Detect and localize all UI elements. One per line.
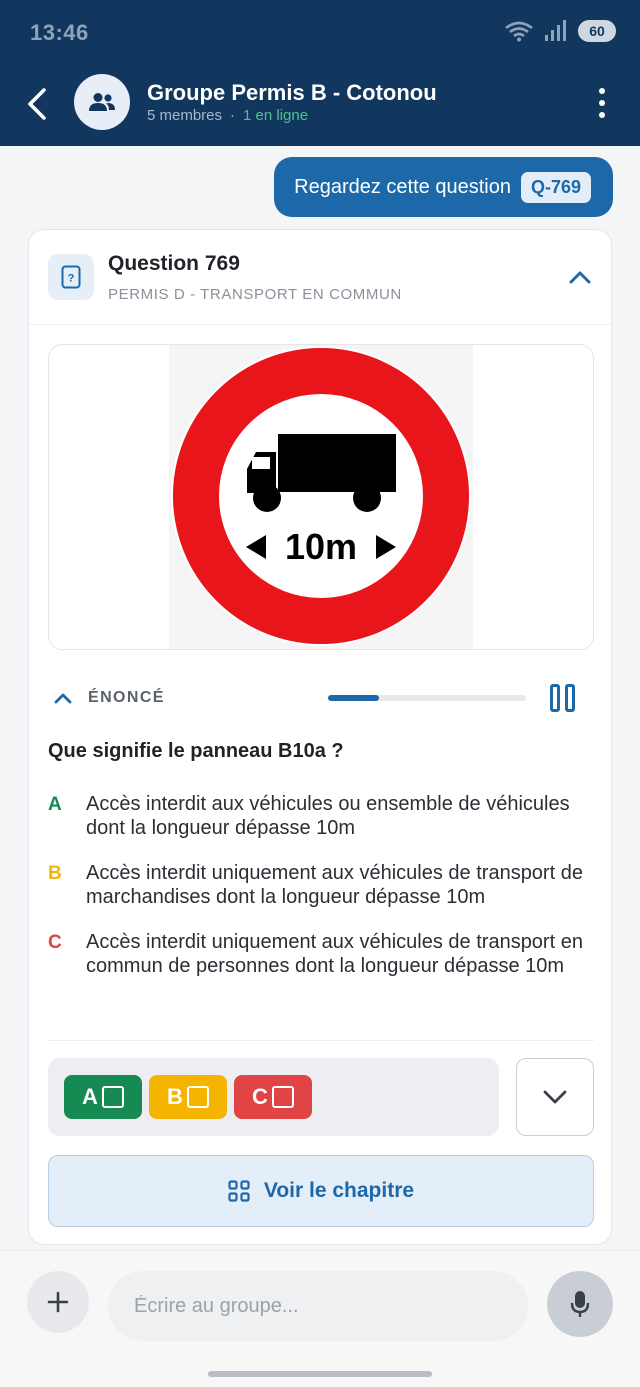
audio-progress-fill bbox=[328, 695, 379, 701]
status-time: 13:46 bbox=[30, 20, 89, 45]
sign-length-label: 10m bbox=[284, 526, 358, 567]
road-sign-b10a bbox=[49, 345, 594, 650]
plus-icon bbox=[47, 1291, 69, 1313]
question-id-badge[interactable]: Q-769 bbox=[521, 172, 591, 203]
online-count: 1 en ligne bbox=[243, 107, 309, 124]
checkbox-icon bbox=[187, 1086, 209, 1108]
back-button[interactable] bbox=[20, 84, 54, 124]
signal-icon bbox=[544, 20, 568, 42]
home-indicator[interactable] bbox=[208, 1371, 432, 1377]
answer-text: Accès interdit uniquement aux véhicules de transport de marchandises dont la longueur dépasse 10m bbox=[86, 862, 583, 908]
answer-choices bbox=[48, 1058, 499, 1136]
answer-option-c bbox=[48, 931, 594, 978]
answer-letter: B bbox=[48, 863, 62, 884]
group-avatar[interactable] bbox=[74, 74, 130, 130]
chevron-down-icon bbox=[542, 1089, 568, 1105]
choice-label: C bbox=[252, 1084, 268, 1109]
question-title: Question 769 bbox=[108, 252, 240, 275]
back-arrow-icon bbox=[25, 87, 49, 121]
member-count: 5 membres bbox=[147, 107, 223, 124]
question-text: Que signifie le panneau B10a ? bbox=[48, 740, 344, 762]
choice-b-button[interactable] bbox=[149, 1075, 227, 1119]
grid-icon bbox=[228, 1180, 250, 1202]
answer-text: Accès interdit aux véhicules ou ensemble de véhicules dont la longueur dépasse 10m bbox=[86, 793, 570, 839]
choice-c-button[interactable] bbox=[234, 1075, 312, 1119]
checkbox-icon bbox=[102, 1086, 124, 1108]
question-doc-icon bbox=[48, 254, 94, 300]
chevron-up-icon bbox=[51, 686, 75, 710]
expand-answer-button[interactable] bbox=[516, 1058, 594, 1136]
svg-text:?: ? bbox=[67, 272, 75, 285]
voice-message-button[interactable] bbox=[547, 1271, 613, 1337]
chevron-up-icon bbox=[569, 270, 591, 284]
attach-button[interactable] bbox=[27, 1271, 89, 1333]
audio-progress-bar[interactable] bbox=[328, 695, 526, 701]
checkbox-icon bbox=[272, 1086, 294, 1108]
view-chapter-label: Voir le chapitre bbox=[263, 1179, 415, 1202]
answer-list bbox=[48, 793, 594, 1000]
status-icons bbox=[504, 20, 616, 42]
choice-label: A bbox=[82, 1084, 98, 1109]
answer-option-a bbox=[48, 793, 594, 840]
message-composer bbox=[0, 1250, 640, 1387]
app-header bbox=[0, 0, 640, 146]
question-image[interactable] bbox=[48, 344, 594, 650]
collapse-card-button[interactable] bbox=[565, 262, 595, 292]
answer-letter: A bbox=[48, 794, 62, 815]
question-card-header[interactable] bbox=[29, 230, 611, 325]
more-vertical-icon bbox=[599, 88, 605, 94]
enonce-bar bbox=[48, 678, 594, 718]
group-icon bbox=[88, 92, 116, 112]
answer-option-b bbox=[48, 862, 594, 909]
separator-dot: · bbox=[230, 107, 236, 124]
outgoing-message[interactable] bbox=[274, 157, 613, 217]
microphone-icon bbox=[570, 1290, 590, 1318]
pause-button[interactable] bbox=[550, 684, 578, 714]
enonce-label[interactable]: ÉNONCÉ bbox=[88, 689, 165, 706]
view-chapter-button[interactable] bbox=[48, 1155, 594, 1227]
battery-indicator: 60 bbox=[578, 20, 616, 42]
divider bbox=[48, 1040, 594, 1041]
question-category: PERMIS D - TRANSPORT EN COMMUN bbox=[108, 286, 402, 303]
enonce-toggle[interactable] bbox=[51, 686, 75, 710]
group-title[interactable]: Groupe Permis B - Cotonou bbox=[147, 80, 437, 105]
answer-text: Accès interdit uniquement aux véhicules de transport en commun de personnes dont la longueur dépasse 10m bbox=[86, 931, 583, 977]
choice-label: B bbox=[167, 1084, 183, 1109]
message-input[interactable] bbox=[108, 1271, 528, 1341]
pause-icon bbox=[550, 684, 560, 712]
answer-letter: C bbox=[48, 932, 62, 953]
group-status bbox=[147, 107, 308, 124]
question-card bbox=[28, 229, 612, 1245]
wifi-icon bbox=[504, 20, 534, 42]
choice-a-button[interactable] bbox=[64, 1075, 142, 1119]
message-text: Regardez cette question bbox=[294, 175, 511, 198]
more-options-button[interactable] bbox=[596, 88, 608, 118]
